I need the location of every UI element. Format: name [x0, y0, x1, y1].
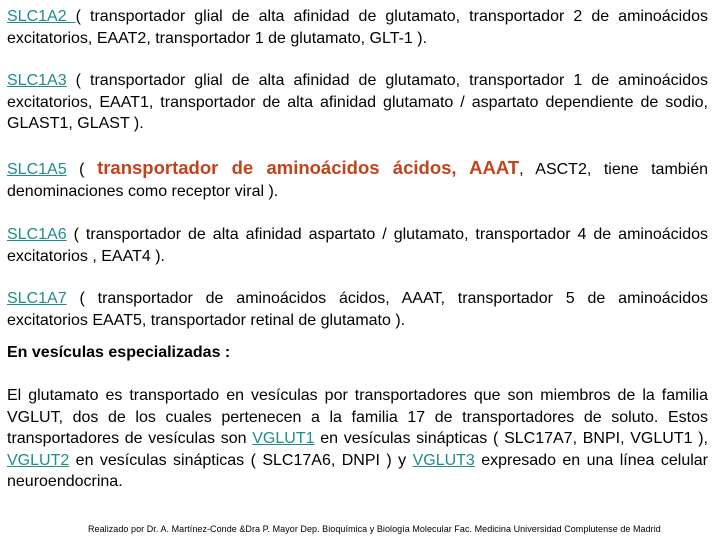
- highlighted-text: transportador de aminoácidos ácidos, AAAT: [97, 157, 520, 178]
- link-slc1a7[interactable]: SLC1A7: [7, 290, 67, 307]
- paragraph-slc1a7: [7, 288, 708, 331]
- paragraph-slc1a6: [7, 224, 708, 267]
- paragraph-vglut: [7, 385, 708, 493]
- paragraph-slc1a2: [7, 6, 708, 49]
- section-heading: En vesículas especializadas :: [7, 344, 231, 361]
- paragraph-slc1a3: [7, 70, 708, 135]
- link-slc1a5[interactable]: SLC1A5: [7, 161, 67, 178]
- link-vglut1[interactable]: VGLUT1: [252, 430, 315, 447]
- footer-credits: Realizado por Dr. A. Martínez-Conde &Dra P. Mayor Dep. Bioquímica y Biología Molecular Fac. Medicina Universidad Complutense de Madrid: [88, 524, 661, 534]
- paragraph-slc1a5: [7, 157, 708, 202]
- link-vglut3[interactable]: VGLUT3: [412, 451, 475, 469]
- paragraph-text: ( transportador de aminoácidos ácidos, AAAT, transportador 5 de aminoácidos excitatorios EAAT5, transportador retinal de glutamato ).: [7, 290, 708, 329]
- paragraph-text: , ASCT2, tiene también denominaciones como receptor viral ).: [7, 161, 709, 200]
- paragraph-text: ( transportador de alta afinidad aspartato / glutamato, transportador 4 de aminoácidos excitatorios , EAAT4 ).: [7, 226, 708, 265]
- paragraph-text: en vesículas sinápticas ( SLC17A7, BNPI, VGLUT1 ),: [314, 430, 708, 447]
- paragraph-text: El glutamato es transportado en vesículas por transportadores que son miembros de la familia VGLUT, dos de los cuales pertenecen a la familia 17 de transportadores de soluto. Estos transportadores de vesículas son: [7, 387, 708, 447]
- paragraph-text: ( transportador glial de alta afinidad de glutamato, transportador 2 de aminoácidos excitatorios, EAAT2, transportador 1 de glutamato, GLT-1 ).: [7, 8, 709, 47]
- paragraph-text: en vesículas sinápticas ( SLC17A6, DNPI ) y: [69, 451, 413, 469]
- paragraph-text: ( transportador glial de alta afinidad de glutamato, transportador 1 de aminoácidos excitatorios, EAAT1, transportador de alta afinidad glutamato / aspartato dependiente de sodio, GLAST1, GLAST ).: [7, 72, 708, 132]
- paragraph-text: expresado en una línea celular neuroendocrina.: [7, 451, 709, 490]
- link-slc1a6[interactable]: SLC1A6: [7, 226, 67, 243]
- link-slc1a3[interactable]: SLC1A3: [7, 72, 67, 89]
- paragraph-text: (: [66, 161, 98, 178]
- link-vglut2[interactable]: VGLUT2: [7, 451, 70, 469]
- link-slc1a2[interactable]: SLC1A2: [7, 8, 76, 25]
